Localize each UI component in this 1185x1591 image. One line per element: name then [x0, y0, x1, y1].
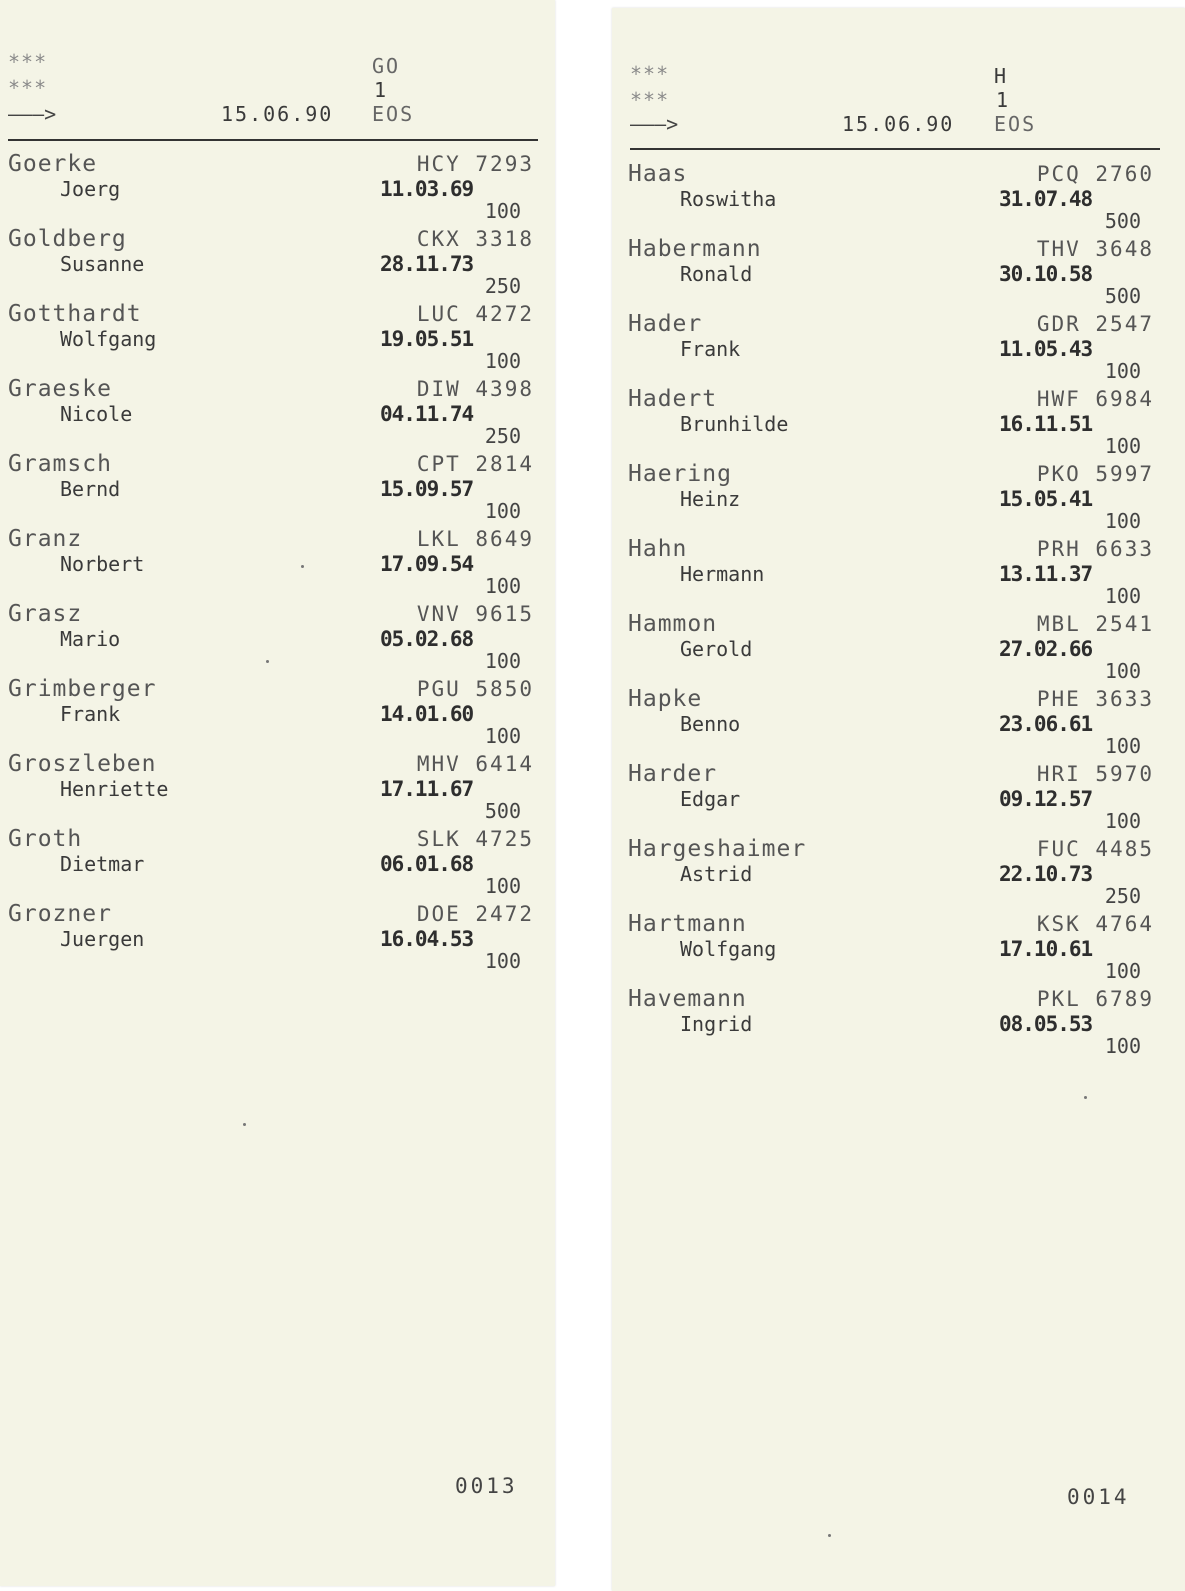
entry-date-of-birth: 16.04.53 [380, 927, 474, 951]
entry-firstname: Henriette [60, 777, 169, 801]
entry-code: LKL 8649 [416, 527, 534, 551]
page-number: 0013 [455, 1474, 518, 1498]
entry-firstname: Susanne [60, 252, 145, 276]
page-number: 0014 [1067, 1485, 1130, 1509]
entry-firstname: Dietmar [60, 852, 145, 876]
entry-surname: Goerke [8, 151, 98, 177]
right-sheet [612, 8, 1185, 1591]
entry-code: CKX 3318 [416, 227, 534, 251]
entry-code: HRI 5970 [1036, 762, 1154, 786]
entry-surname: Hammon [628, 611, 718, 637]
list-item [8, 226, 534, 301]
list-item [628, 911, 1154, 986]
list-item [8, 601, 534, 676]
entry-code: GDR 2547 [1036, 312, 1154, 336]
entry-amount: 100 [1104, 584, 1141, 608]
header-group: H [994, 64, 1007, 88]
list-item [8, 451, 534, 526]
entry-surname: Hader [628, 311, 703, 337]
entry-surname: Goldberg [8, 226, 127, 252]
entry-surname: Groszleben [8, 751, 157, 777]
entry-surname: Haas [628, 161, 688, 187]
entry-surname: Gotthardt [8, 301, 142, 327]
entry-surname: Hargeshaimer [628, 836, 807, 862]
entry-surname: Havemann [628, 986, 747, 1012]
entry-amount: 100 [484, 199, 521, 223]
entry-surname: Hahn [628, 536, 688, 562]
paper-speck [301, 565, 304, 568]
list-item [628, 761, 1154, 836]
entry-date-of-birth: 30.10.58 [999, 262, 1093, 286]
entry-firstname: Juergen [60, 927, 145, 951]
paper-speck [243, 1123, 246, 1126]
entry-surname: Groth [8, 826, 83, 852]
entry-date-of-birth: 31.07.48 [999, 187, 1093, 211]
entry-date-of-birth: 14.01.60 [380, 702, 474, 726]
entry-amount: 100 [1104, 659, 1141, 683]
entry-surname: Hartmann [628, 911, 747, 937]
entry-code: DOE 2472 [416, 902, 534, 926]
entry-date-of-birth: 09.12.57 [999, 787, 1093, 811]
entry-date-of-birth: 17.11.67 [380, 777, 474, 801]
entry-amount: 100 [484, 499, 521, 523]
entry-firstname: Brunhilde [680, 412, 789, 436]
entry-amount: 100 [1104, 734, 1141, 758]
header-date: 15.06.90 [221, 102, 334, 126]
entry-surname: Hapke [628, 686, 703, 712]
entry-firstname: Ingrid [680, 1012, 753, 1036]
header-stars-2: *** [630, 88, 670, 112]
entry-code: SLK 4725 [416, 827, 534, 851]
list-item [628, 236, 1154, 311]
entry-surname: Graeske [8, 376, 112, 402]
header-school: EOS [994, 112, 1037, 136]
entry-firstname: Frank [60, 702, 121, 726]
entry-date-of-birth: 28.11.73 [380, 252, 474, 276]
entry-amount: 100 [484, 649, 521, 673]
header-school: EOS [372, 102, 415, 126]
entry-surname: Haering [628, 461, 732, 487]
entry-code: MBL 2541 [1036, 612, 1154, 636]
entry-code: MHV 6414 [416, 752, 534, 776]
entry-code: KSK 4764 [1036, 912, 1154, 936]
entry-date-of-birth: 15.05.41 [999, 487, 1093, 511]
header-number: 1 [374, 78, 387, 102]
entry-code: PRH 6633 [1036, 537, 1154, 561]
entry-code: THV 3648 [1036, 237, 1154, 261]
entry-date-of-birth: 04.11.74 [380, 402, 474, 426]
entry-surname: Grozner [8, 901, 112, 927]
entry-date-of-birth: 13.11.37 [999, 562, 1093, 586]
entry-firstname: Nicole [60, 402, 133, 426]
entry-firstname: Roswitha [680, 187, 777, 211]
entry-surname: Grasz [8, 601, 83, 627]
entry-firstname: Astrid [680, 862, 753, 886]
entry-surname: Habermann [628, 236, 762, 262]
entry-surname: Grimberger [8, 676, 157, 702]
header-stars-1: *** [630, 62, 670, 86]
entry-amount: 250 [484, 424, 521, 448]
list-item [628, 161, 1154, 236]
entry-code: DIW 4398 [416, 377, 534, 401]
list-item [8, 826, 534, 901]
list-item [628, 461, 1154, 536]
list-item [8, 376, 534, 451]
entry-date-of-birth: 16.11.51 [999, 412, 1093, 436]
entry-firstname: Benno [680, 712, 741, 736]
entry-date-of-birth: 27.02.66 [999, 637, 1093, 661]
left-sheet [0, 0, 555, 1586]
entry-firstname: Mario [60, 627, 121, 651]
entry-date-of-birth: 05.02.68 [380, 627, 474, 651]
entry-firstname: Heinz [680, 487, 741, 511]
entry-firstname: Ronald [680, 262, 753, 286]
entry-date-of-birth: 15.09.57 [380, 477, 474, 501]
header-arrow: ———> [8, 102, 57, 126]
header-date: 15.06.90 [842, 112, 955, 136]
entry-amount: 100 [484, 874, 521, 898]
list-item [8, 526, 534, 601]
entry-firstname: Wolfgang [60, 327, 157, 351]
entry-date-of-birth: 11.05.43 [999, 337, 1093, 361]
entry-surname: Hadert [628, 386, 718, 412]
entry-date-of-birth: 19.05.51 [380, 327, 474, 351]
list-item [628, 386, 1154, 461]
entry-amount: 100 [1104, 959, 1141, 983]
entry-amount: 250 [484, 274, 521, 298]
list-item [628, 536, 1154, 611]
entry-code: PHE 3633 [1036, 687, 1154, 711]
entry-code: VNV 9615 [416, 602, 534, 626]
entry-firstname: Norbert [60, 552, 145, 576]
header-arrow: ———> [630, 112, 679, 136]
entry-date-of-birth: 17.09.54 [380, 552, 474, 576]
header-stars-1: *** [8, 50, 48, 74]
entry-amount: 100 [484, 724, 521, 748]
entry-amount: 100 [484, 949, 521, 973]
entry-firstname: Wolfgang [680, 937, 777, 961]
entry-code: LUC 4272 [416, 302, 534, 326]
list-item [628, 686, 1154, 761]
header-group: GO [372, 54, 401, 78]
paper-speck [1084, 1096, 1087, 1099]
entry-date-of-birth: 08.05.53 [999, 1012, 1093, 1036]
entry-code: CPT 2814 [416, 452, 534, 476]
list-item [628, 836, 1154, 911]
entry-amount: 100 [484, 349, 521, 373]
entry-amount: 100 [1104, 809, 1141, 833]
entry-amount: 100 [1104, 434, 1141, 458]
entry-amount: 100 [1104, 509, 1141, 533]
entry-amount: 500 [1104, 209, 1141, 233]
list-item [8, 751, 534, 826]
header-number: 1 [996, 88, 1009, 112]
entry-code: FUC 4485 [1036, 837, 1154, 861]
entry-date-of-birth: 23.06.61 [999, 712, 1093, 736]
entry-surname: Gramsch [8, 451, 112, 477]
list-item [8, 901, 534, 976]
entry-date-of-birth: 17.10.61 [999, 937, 1093, 961]
entry-date-of-birth: 06.01.68 [380, 852, 474, 876]
entry-code: PKL 6789 [1036, 987, 1154, 1011]
entry-firstname: Frank [680, 337, 741, 361]
entry-amount: 500 [1104, 284, 1141, 308]
entry-surname: Harder [628, 761, 718, 787]
entry-firstname: Bernd [60, 477, 121, 501]
header-rule [8, 139, 538, 141]
entry-firstname: Joerg [60, 177, 121, 201]
entry-amount: 500 [484, 799, 521, 823]
entry-code: HCY 7293 [416, 152, 534, 176]
entry-surname: Granz [8, 526, 83, 552]
paper-speck [828, 1534, 831, 1537]
entry-date-of-birth: 11.03.69 [380, 177, 474, 201]
list-item [8, 676, 534, 751]
entry-firstname: Gerold [680, 637, 753, 661]
entry-code: PCQ 2760 [1036, 162, 1154, 186]
entry-code: PKO 5997 [1036, 462, 1154, 486]
entry-date-of-birth: 22.10.73 [999, 862, 1093, 886]
list-item [8, 301, 534, 376]
entry-code: HWF 6984 [1036, 387, 1154, 411]
list-item [628, 311, 1154, 386]
entry-amount: 100 [484, 574, 521, 598]
entry-firstname: Edgar [680, 787, 741, 811]
paper-speck [266, 660, 269, 663]
list-item [8, 151, 534, 226]
header-rule [630, 148, 1160, 150]
list-item [628, 986, 1154, 1061]
entry-amount: 100 [1104, 359, 1141, 383]
entry-code: PGU 5850 [416, 677, 534, 701]
list-item [628, 611, 1154, 686]
entry-amount: 250 [1104, 884, 1141, 908]
entry-amount: 100 [1104, 1034, 1141, 1058]
header-stars-2: *** [8, 76, 48, 100]
entry-firstname: Hermann [680, 562, 765, 586]
